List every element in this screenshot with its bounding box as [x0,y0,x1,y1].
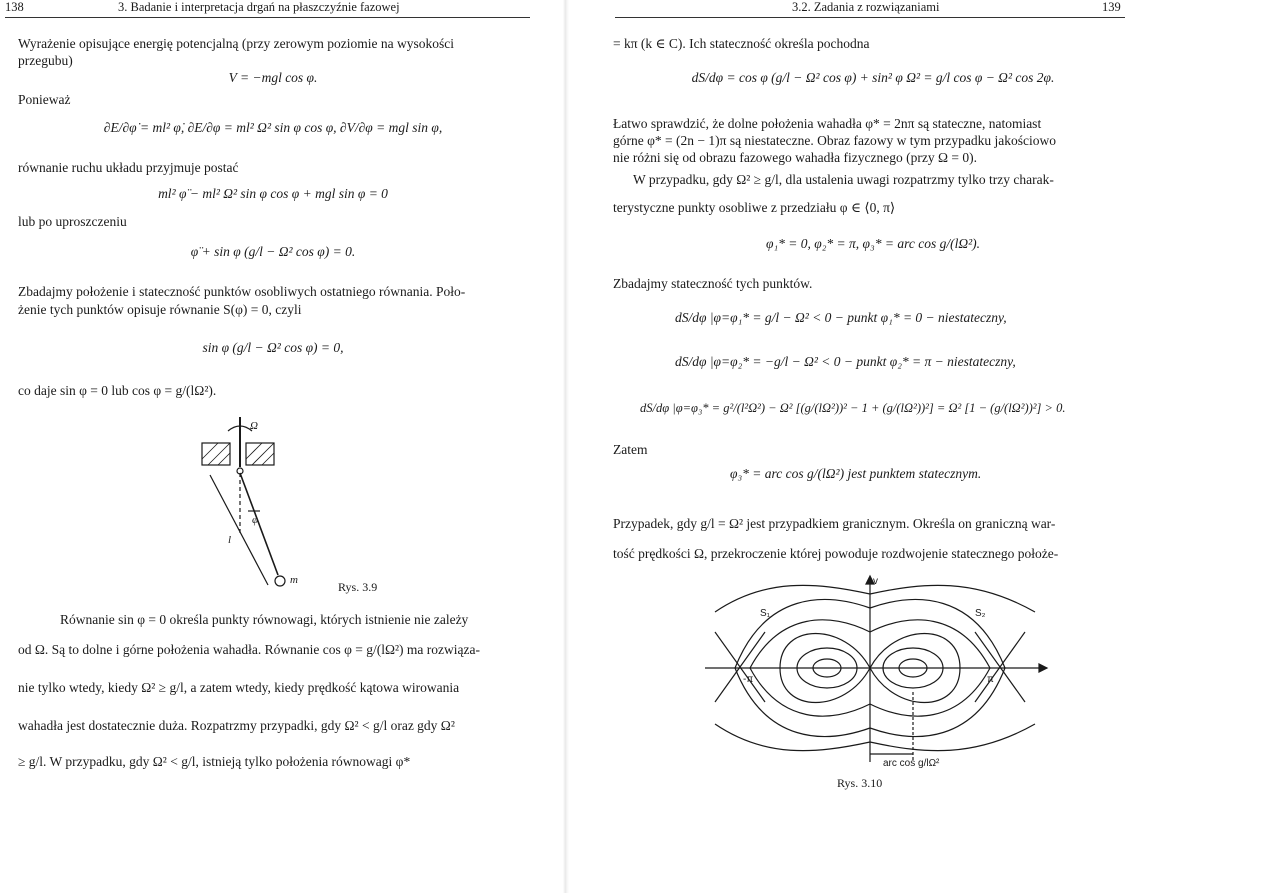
right-eq-phi1: dS/dφ |φ=φ₁* = g/l − Ω² < 0 − punkt φ₁* = 0 − niestateczny, [675,310,1007,325]
figure-3-10-caption: Rys. 3.10 [837,776,883,790]
left-running-head: 3. Badanie i interpretacja drgań na płaszczyźnie fazowej [118,0,400,14]
x-axis-arrow [1039,664,1047,672]
left-header-rule [5,17,530,18]
right-page-number: 139 [1102,0,1121,14]
right-line-case-1: W przypadku, gdy Ω² ≥ g/l, dla ustalenia uwagi rozpatrzmy tylko trzy charak- [633,172,1054,187]
right-line-limit-1: Przypadek, gdy g/l = Ω² jest przypadkiem granicznym. Określa on graniczną war- [613,516,1056,531]
right-line-1: = kπ (k ∈ C). Ich stateczność określa pochodna [613,36,870,51]
mass-label: m [290,574,298,586]
right-line-limit-2: tość prędkości Ω, przekroczenie której powoduje rozdwojenie statecznego położe- [613,546,1059,561]
right-header-rule [615,17,1125,18]
right-running-head: 3.2. Zadania z rozwiązaniami [792,0,940,14]
right-eq-derivative: dS/dφ = cos φ (g/l − Ω² cos φ) + sin² φ Ω² = g/l cos φ − Ω² cos 2φ. [691,70,1055,85]
v-axis-label: v [873,576,878,587]
left-line-simplified: lub po uproszczeniu [18,214,127,229]
left-line-1: Wyrażenie opisujące energię potencjalną (przy zerowym poziomie na wysokości [18,36,455,51]
right-page [575,0,1263,893]
s1-label: S₁ [760,608,771,619]
left-eq-partials: ∂E/∂φ̇ = ml² φ̇, ∂E/∂φ = ml² Ω² sin φ cos φ, ∂V/∂φ = mgl sin φ, [103,120,443,135]
left-page [0,0,560,893]
pi-label: π [987,674,994,685]
right-eq-phi2: dS/dφ |φ=φ₂* = −g/l − Ω² < 0 − punkt φ₂* = π − niestateczny, [675,354,1016,369]
length-label: l [228,534,232,546]
right-line-stability-3: nie różni się od obrazu fazowego wahadła fizycznego (przy Ω = 0). [613,150,977,165]
support-hatching [202,443,274,465]
right-line-stability-2: górne φ* = (2n − 1)π są niestateczne. Obraz fazowy w tym przypadku jakościowo [613,133,1056,148]
right-eq-phi3: dS/dφ |φ=φ₃* = g²/(l²Ω²) − Ω² [(g/(lΩ²))² − 1 + (g/(lΩ²))²] = Ω² [1 − (g/(lΩ²))²] > 0. [640,401,1066,415]
left-line-singular-2: żenie tych punktów opisuje równanie S(φ) = 0, czyli [18,302,302,317]
left-line-motion-intro: równanie ruchu układu przyjmuje postać [18,160,239,175]
omega-label: Ω [250,420,258,432]
left-eq-potential: V = −mgl cos φ. [228,70,318,85]
arccos-label: arc cos g/lΩ² [883,758,940,769]
left-line-eq-points-4: wahadła jest dostatecznie duża. Rozpatrzmy przypadki, gdy Ω² < g/l oraz gdy Ω² [18,718,455,733]
right-line-stability-1: Łatwo sprawdzić, że dolne położenia wahadła φ* = 2nπ są stateczne, natomiast [613,116,1042,131]
left-line-result: co daje sin φ = 0 lub cos φ = g/(lΩ²). [18,383,217,398]
left-eq-motion: ml² φ̈ − ml² Ω² sin φ cos φ + mgl sin φ = 0 [158,186,388,201]
right-eq-stable: φ₃* = arc cos g/(lΩ²) jest punktem statecznym. [730,466,982,481]
right-support [246,443,274,465]
left-eq-simplified: φ̈ + sin φ (g/l − Ω² cos φ) = 0. [190,244,356,259]
length-dimension [210,475,268,585]
s2-label: S₂ [975,608,986,619]
pendulum-mass [275,576,285,586]
phi-label: φ [252,514,259,526]
left-page-number: 138 [5,0,24,14]
right-line-study: Zbadajmy stateczność tych punktów. [613,276,813,291]
pendulum-rod [240,473,278,575]
left-line-singular-1: Zbadajmy położenie i stateczność punktów osobliwych ostatniego równania. Poło- [18,284,466,299]
minus-pi-label: -π [743,674,754,685]
figure-3-9-caption: Rys. 3.9 [338,580,378,594]
left-line-since: Ponieważ [18,92,71,107]
lower-rotation-orbit [715,724,1035,751]
left-line-eq-points-2: od Ω. Są to dolne i górne położenia wahadła. Równanie cos φ = g/(lΩ²) ma rozwiąza- [18,642,481,657]
left-support [202,443,230,465]
left-line-eq-points-5: ≥ g/l. W przypadku, gdy Ω² < g/l, istnieją tylko położenia równowagi φ* [18,754,411,769]
left-line-eq-points-3: nie tylko wtedy, kiedy Ω² ≥ g/l, a zatem wtedy, kiedy prędkość kątowa wirowania [18,680,460,695]
left-eq-sin: sin φ (g/l − Ω² cos φ) = 0, [202,340,344,355]
right-eq-points: φ₁* = 0, φ₂* = π, φ₃* = arc cos g/(lΩ²). [766,236,980,251]
pendulum-figure [180,415,380,600]
left-line-2: przegubu) [18,53,73,68]
book-gutter [563,0,569,893]
right-line-thus: Zatem [613,442,648,457]
left-line-eq-points-1: Równanie sin φ = 0 określa punkty równowagi, których istnienie nie zależy [60,612,469,627]
phase-portrait-figure [705,572,1055,772]
right-line-case-2: terystyczne punkty osobliwe z przedziału φ ∈ ⟨0, π⟩ [613,200,896,215]
